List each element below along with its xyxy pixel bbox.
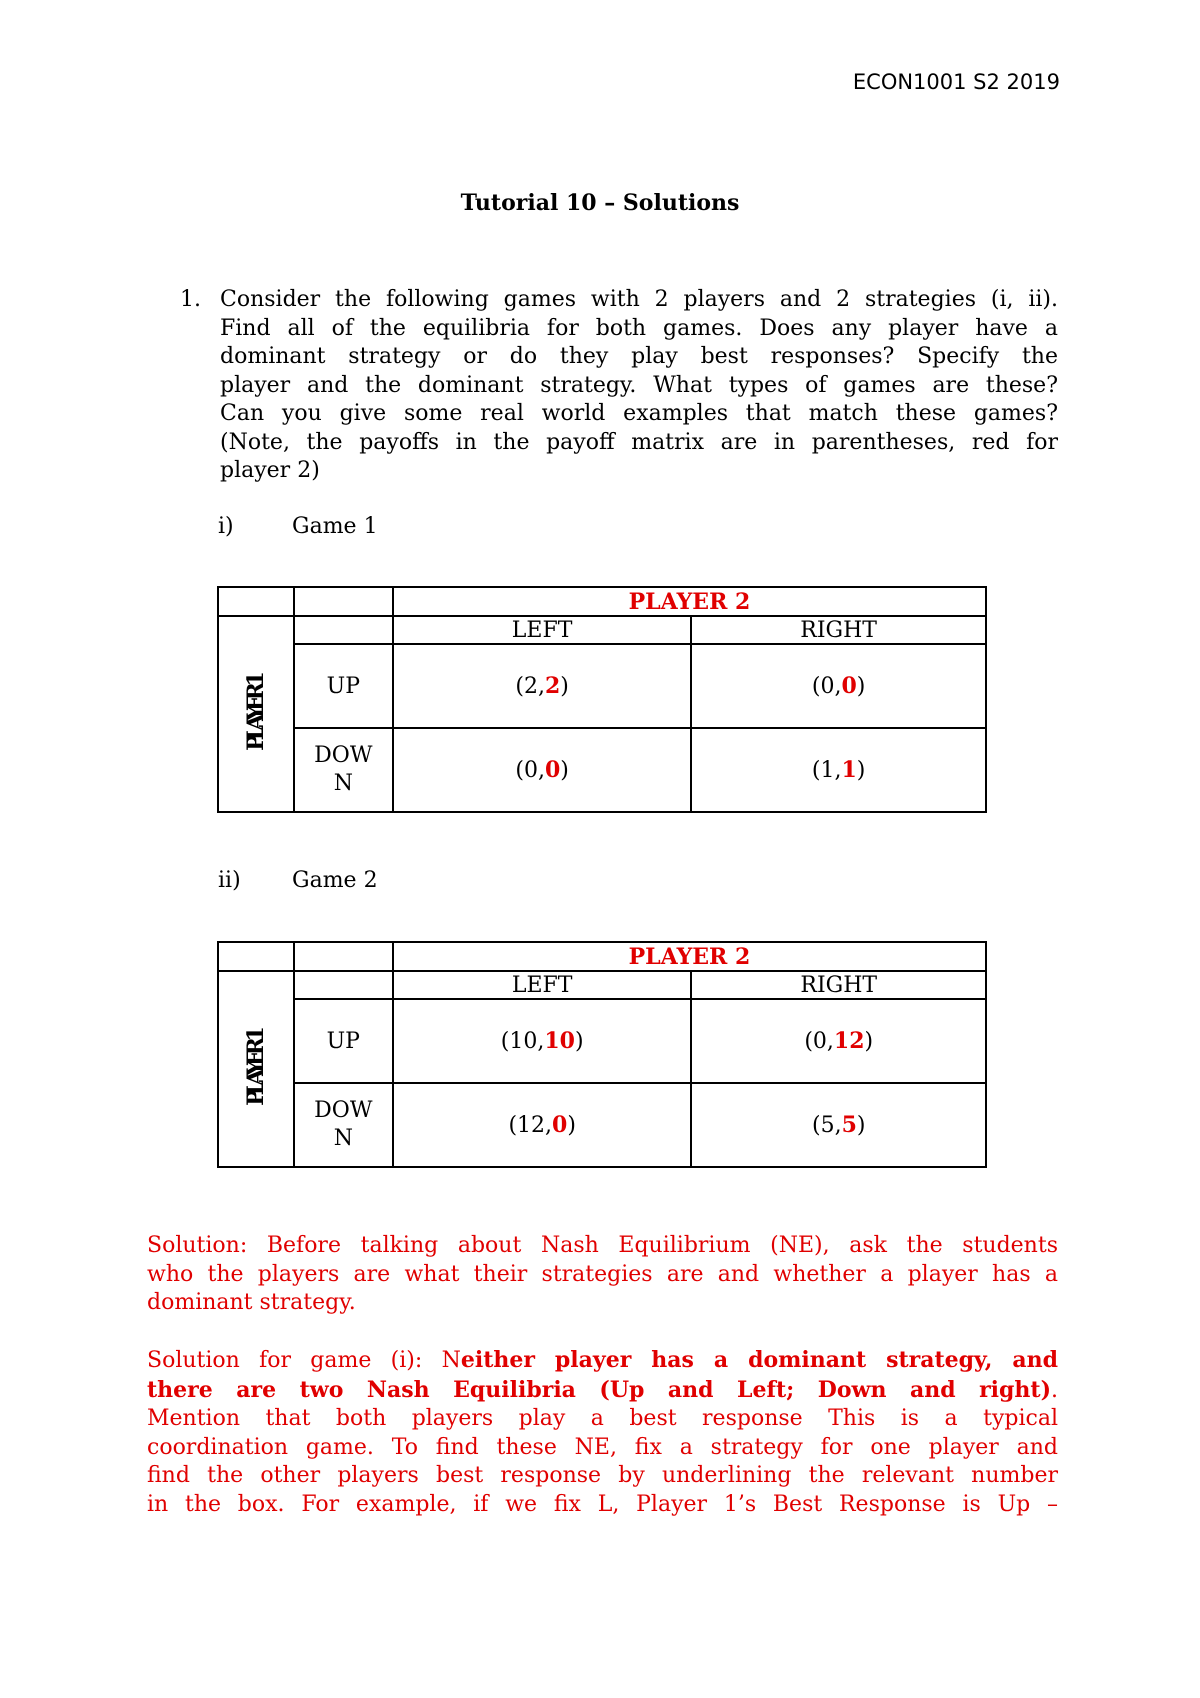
payoff-up-right: (0,12) — [691, 999, 986, 1083]
corner-cell — [218, 587, 294, 616]
solution-line: dominant strategy. — [147, 1290, 356, 1315]
solution-intro — [147, 1232, 1058, 1318]
blank-cell — [294, 971, 393, 999]
col-right-label: RIGHT — [691, 616, 986, 644]
payoff-down-right: (5,5) — [691, 1083, 986, 1167]
payoff-down-left: (12,0) — [393, 1083, 692, 1167]
question-number: 1. — [180, 287, 201, 312]
row-down-label: DOW N — [294, 728, 393, 812]
solution-line: find the other players best response by underlining the relevant number — [147, 1463, 1058, 1488]
col-left-label: LEFT — [393, 616, 691, 644]
question-line: player 2) — [220, 458, 320, 483]
game2-payoff-matrix — [217, 941, 987, 1168]
player1-header: PLAYER 1 — [218, 616, 294, 812]
question-text — [220, 286, 1058, 486]
payoff-up-right: (0,0) — [691, 644, 986, 728]
corner-cell — [218, 942, 294, 971]
payoff-up-left: (10,10) — [393, 999, 692, 1083]
question-line: Can you give some real world examples that match these games? — [220, 401, 1058, 426]
col-right-label: RIGHT — [691, 971, 986, 999]
question-line: dominant strategy or do they play best responses? Specify the — [220, 344, 1058, 369]
corner-cell — [294, 587, 393, 616]
game2-name: Game 2 — [292, 868, 378, 893]
question-line: Consider the following games with 2 players and 2 strategies (i, ii). — [220, 287, 1058, 312]
corner-cell — [294, 942, 393, 971]
game1-payoff-matrix — [217, 586, 987, 813]
game1-name: Game 1 — [292, 514, 378, 539]
question-line: (Note, the payoffs in the payoff matrix are in parentheses, red for — [220, 429, 1058, 455]
question-line: player and the dominant strategy. What types of games are these? — [220, 372, 1058, 398]
player2-header: PLAYER 2 — [393, 587, 986, 616]
question-line: Find all of the equilibria for both games. Does any player have a — [220, 315, 1058, 341]
payoff-up-left: (2,2) — [393, 644, 691, 728]
row-up-label: UP — [294, 999, 393, 1083]
solution-line: Mention that both players play a best response This is a typical — [147, 1406, 1058, 1431]
page-title: Tutorial 10 – Solutions — [460, 190, 740, 216]
solution-line: in the box. For example, if we fix L, Player 1’s Best Response is Up – — [147, 1491, 1058, 1517]
solution-line: coordination game. To find these NE, fix a strategy for one player and — [147, 1434, 1058, 1460]
col-left-label: LEFT — [393, 971, 692, 999]
row-down-label: DOW N — [294, 1083, 393, 1167]
solution-line: there are two Nash Equilibria (Up and Left; Down and right). — [147, 1376, 1058, 1403]
solution-game1 — [147, 1346, 1058, 1519]
row-up-label: UP — [294, 644, 393, 728]
player1-header: PLAYER 1 — [218, 971, 294, 1167]
solution-line: who the players are what their strategies are and whether a player has a — [147, 1261, 1058, 1287]
course-code: ECON1001 S2 2019 — [852, 70, 1060, 94]
player2-header: PLAYER 2 — [393, 942, 986, 971]
payoff-down-left: (0,0) — [393, 728, 691, 812]
payoff-down-right: (1,1) — [691, 728, 986, 812]
blank-cell — [294, 616, 393, 644]
game1-roman: i) — [218, 514, 234, 539]
solution-line: Solution for game (i): Neither player has a dominant strategy, and — [147, 1347, 1058, 1373]
solution-line: Solution: Before talking about Nash Equilibrium (NE), ask the students — [147, 1233, 1058, 1258]
game2-roman: ii) — [218, 868, 241, 893]
